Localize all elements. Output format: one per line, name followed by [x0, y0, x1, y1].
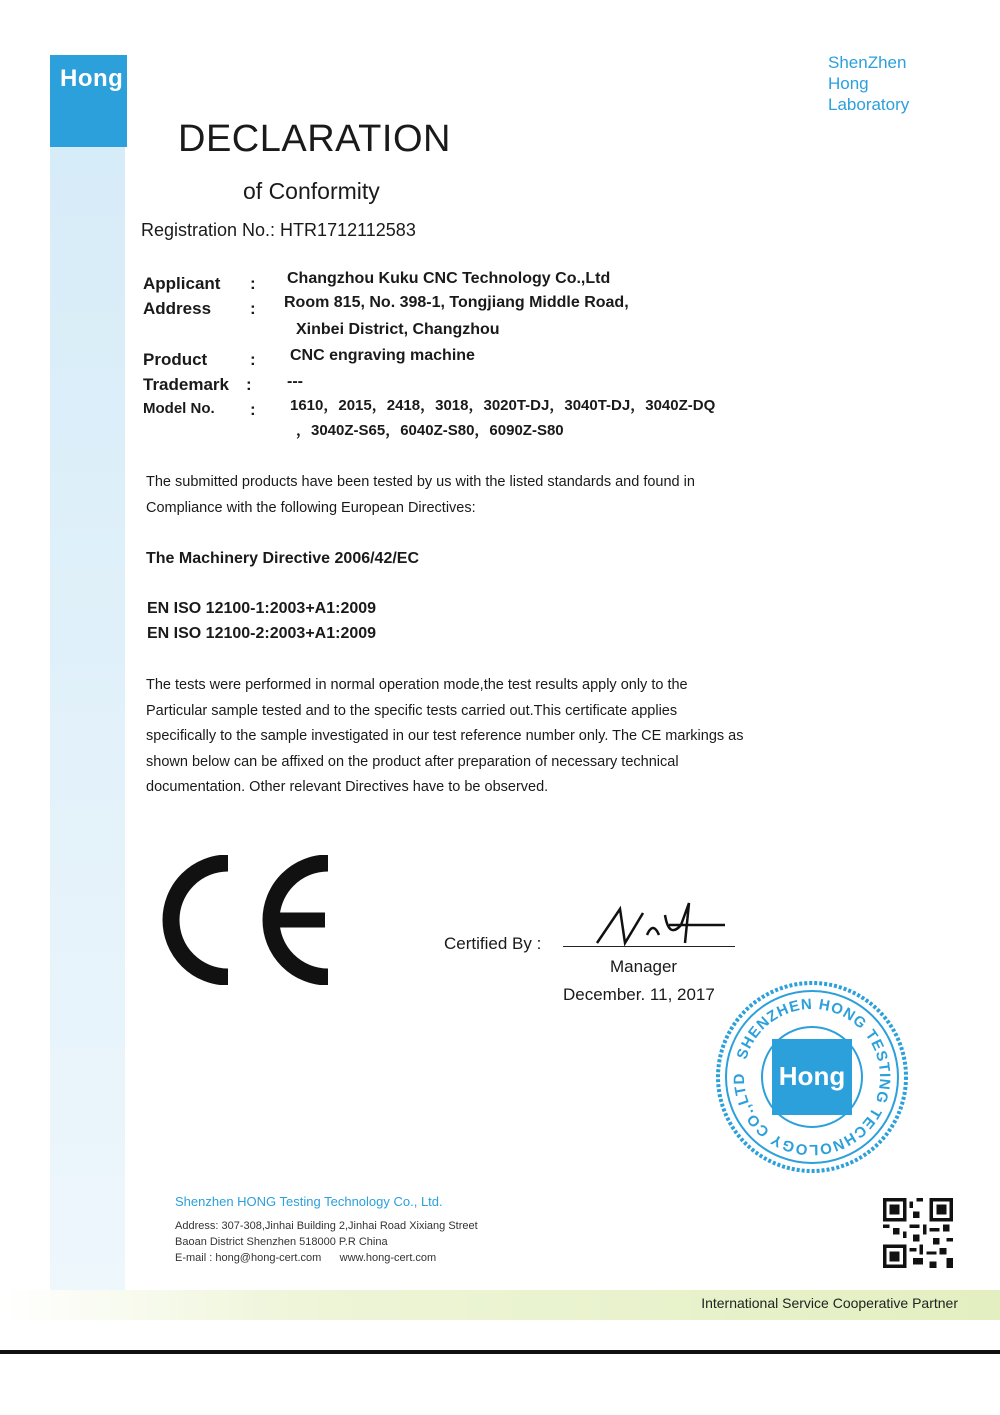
- directive: The Machinery Directive 2006/42/EC: [146, 550, 420, 567]
- document-subtitle: of Conformity: [243, 178, 380, 204]
- certified-by-label: Certified By :: [444, 934, 542, 953]
- seal-ring-text: SHENZHEN HONG TESTING TECHNOLOGY CO.,LTD: [730, 995, 894, 1159]
- qr-code-icon: [883, 1198, 953, 1268]
- notes-paragraph: The tests were performed in normal operation mode,the test results apply only to the Particular sample tested and to the specific tests carried out.This certificate applies specifically to the sample investigated in our test reference number only. The CE markings as shown below can be affixed on the product after preparation of necessary technical documentation. Other relevant Directives have to be observed.: [146, 677, 744, 795]
- colon: :: [250, 299, 256, 318]
- product-value: CNC engraving machine: [290, 347, 475, 364]
- product-label: Product: [143, 350, 208, 369]
- colon: :: [250, 400, 256, 419]
- address-value-line2: Xinbei District, Changzhou: [296, 321, 500, 338]
- address-label: Address: [143, 299, 212, 318]
- partner-tagline: International Service Cooperative Partner: [701, 1295, 958, 1311]
- lab-name-line: Hong: [828, 74, 869, 93]
- address-line: Address: 307-308,Jinhai Building 2,Jinhai Road Xixiang Street: [175, 1220, 478, 1232]
- colon: :: [250, 274, 256, 293]
- model-label: Model No.: [143, 400, 215, 417]
- trademark-label: Trademark: [143, 375, 229, 394]
- colon: :: [250, 350, 256, 369]
- standard-item: EN ISO 12100-2:2003+A1:2009: [147, 625, 377, 642]
- applicant-label: Applicant: [143, 274, 221, 293]
- certification-date: December. 11, 2017: [563, 985, 715, 1004]
- ce-mark-icon: [150, 855, 340, 985]
- company-seal-icon: [712, 977, 912, 1177]
- blue-stripe: [50, 145, 125, 1295]
- colon: :: [246, 375, 252, 394]
- model-value-line2: ，3040Z-S65，6040Z-S80，6090Z-S80: [296, 422, 564, 439]
- document-title: DECLARATION: [178, 118, 451, 160]
- intro-paragraph: The submitted products have been tested by us with the listed standards and found in Compliance with the following European Directives:: [146, 474, 695, 516]
- logo-text: Hong: [60, 65, 124, 92]
- footer-address: [175, 1218, 478, 1266]
- signature-line: [563, 946, 735, 947]
- address-line: Baoan District Shenzhen 518000 P.R China: [175, 1236, 388, 1248]
- signature-icon: [585, 895, 735, 950]
- hong-logo: [50, 55, 127, 147]
- footer-company: Shenzhen HONG Testing Technology Co., Ltd.: [175, 1194, 443, 1209]
- model-value-line1: 1610，2015，2418，3018，3020T-DJ，3040T-DJ，3040Z-DQ: [290, 397, 716, 414]
- lab-name-line: Laboratory: [828, 95, 910, 114]
- lab-name: [828, 52, 909, 115]
- applicant-value: Changzhou Kuku CNC Technology Co.,Ltd: [287, 270, 611, 287]
- scan-edge: [0, 1350, 1000, 1354]
- seal-center-text: Hong: [778, 1061, 846, 1091]
- signatory-role: Manager: [610, 957, 678, 976]
- lab-name-line: ShenZhen: [828, 53, 907, 72]
- address-value-line1: Room 815, No. 398-1, Tongjiang Middle Road,: [284, 294, 629, 311]
- address-line: E-mail : hong@hong-cert.com www.hong-cert.com: [175, 1252, 437, 1264]
- standard-item: EN ISO 12100-1:2003+A1:2009: [147, 600, 377, 617]
- trademark-value: ---: [287, 373, 303, 390]
- registration-number: Registration No.: HTR1712112583: [141, 220, 416, 240]
